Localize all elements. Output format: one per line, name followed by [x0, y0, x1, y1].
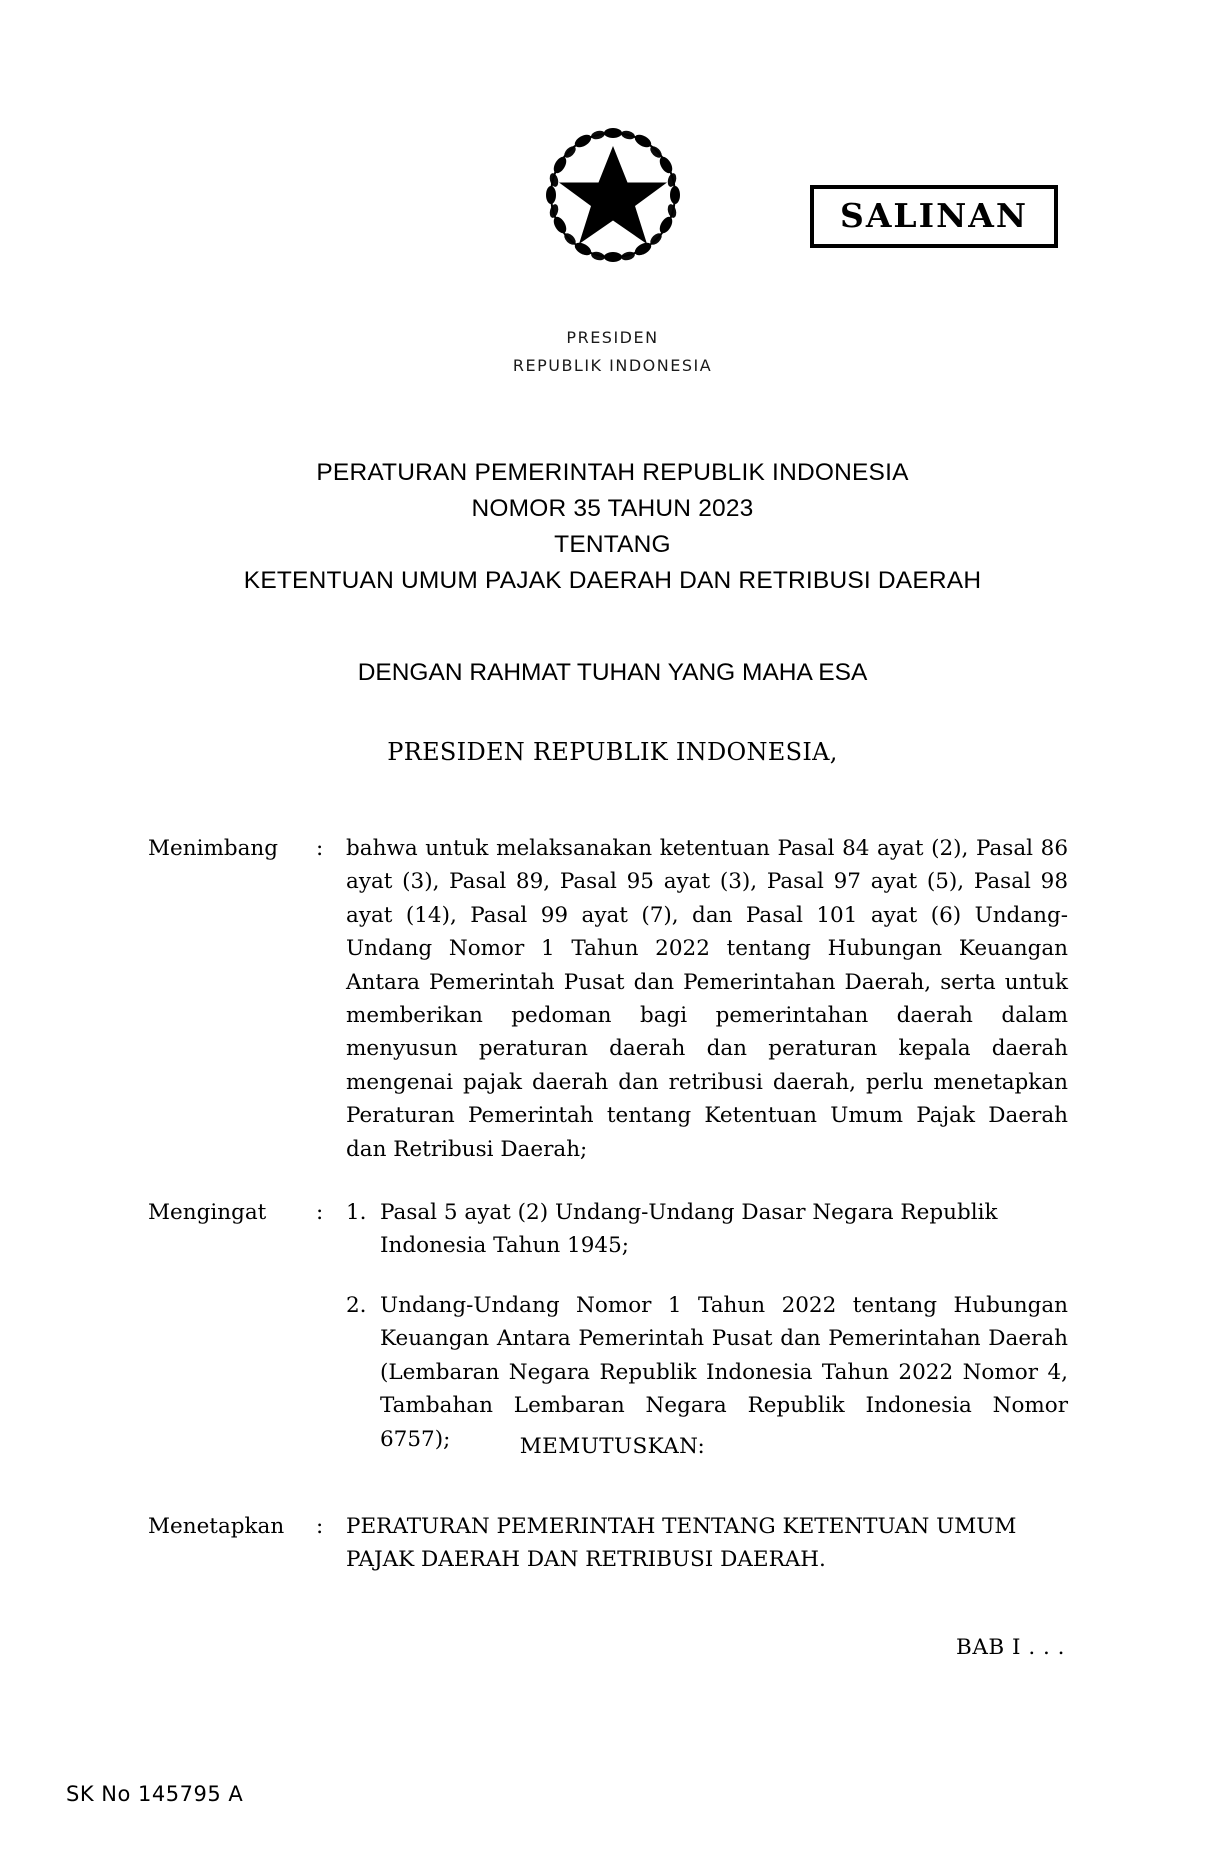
clause-mengingat-label: Mengingat — [148, 1200, 267, 1226]
clause-menimbang — [148, 832, 1068, 1166]
clauses-container — [148, 832, 1068, 1486]
document-title-block — [0, 455, 1225, 599]
list-item-number: 2. — [346, 1292, 367, 1318]
continuation-note: BAB I . . . — [956, 1635, 1065, 1660]
clause-menetapkan-row — [148, 1510, 1068, 1577]
title-line-regulation: PERATURAN PEMERINTAH REPUBLIK INDONESIA — [316, 459, 909, 486]
memutuskan-heading: MEMUTUSKAN: — [519, 1434, 706, 1459]
footer-sk-number: SK No 145795 A — [66, 1782, 244, 1806]
title-line-tentang: TENTANG — [554, 531, 671, 558]
president-caption-line-1: PRESIDEN — [566, 328, 659, 347]
blessing-line: DENGAN RAHMAT TUHAN YANG MAHA ESA — [357, 659, 868, 686]
clause-menetapkan-text: PERATURAN PEMERINTAH TENTANG KETENTUAN UMUM PAJAK DAERAH DAN RETRIBUSI DAERAH. — [346, 1514, 1017, 1573]
list-item — [346, 1196, 1068, 1263]
list-item — [346, 1289, 1068, 1456]
clause-mengingat — [148, 1196, 1068, 1456]
clause-menimbang-text: bahwa untuk melaksanakan ketentuan Pasal 84 ayat (2), Pasal 86 ayat (3), Pasal 89, Pasal 95 ayat (3), Pasal 97 ayat (5), Pasal 98 ayat (14), Pasal 99 ayat (7), dan Pasal 101 ayat (6) Undang-Undang Nomor 1 Tahun 2022 tentang Hubungan Keuangan Antara Pemerintah Pusat dan Pemerintahan Daerah, serta untuk memberikan pedoman bagi pemerintahan daerah dalam menyusun peraturan daerah dan peraturan kepala daerah mengenai pajak daerah dan retribusi daerah, perlu menetapkan Peraturan Pemerintah tentang Ketentuan Umum Pajak Daerah dan Retribusi Daerah; — [346, 836, 1068, 1162]
title-line-subject: KETENTUAN UMUM PAJAK DAERAH DAN RETRIBUSI DAERAH — [243, 567, 982, 594]
clause-mengingat-colon: : — [316, 1200, 324, 1226]
president-caption-line-2: REPUBLIK INDONESIA — [512, 356, 713, 375]
garuda-pancasila-emblem — [538, 120, 688, 270]
clause-menetapkan-label: Menetapkan — [148, 1514, 285, 1539]
list-item-number: 1. — [346, 1200, 367, 1226]
clause-menetapkan — [148, 1510, 1068, 1577]
salinan-stamp: SALINAN — [810, 185, 1058, 248]
list-item-text: Undang-Undang Nomor 1 Tahun 2022 tentang Hubungan Keuangan Antara Pemerintah Pusat dan Pemerintahan Daerah (Lembaran Negara Republik Indonesia Tahun 2022 Nomor 4, Tambahan Lembaran Negara Republik Indonesia Nomor 6757); — [380, 1292, 1068, 1452]
clause-menimbang-label: Menimbang — [148, 836, 279, 861]
clause-menetapkan-colon: : — [316, 1514, 324, 1539]
authority-line: PRESIDEN REPUBLIK INDONESIA, — [387, 738, 838, 766]
clause-menimbang-colon: : — [316, 836, 324, 861]
clause-mengingat-list — [346, 1196, 1068, 1456]
title-line-number: NOMOR 35 TAHUN 2023 — [471, 495, 754, 522]
list-item-text: Pasal 5 ayat (2) Undang-Undang Dasar Negara Republik Indonesia Tahun 1945; — [380, 1200, 998, 1259]
